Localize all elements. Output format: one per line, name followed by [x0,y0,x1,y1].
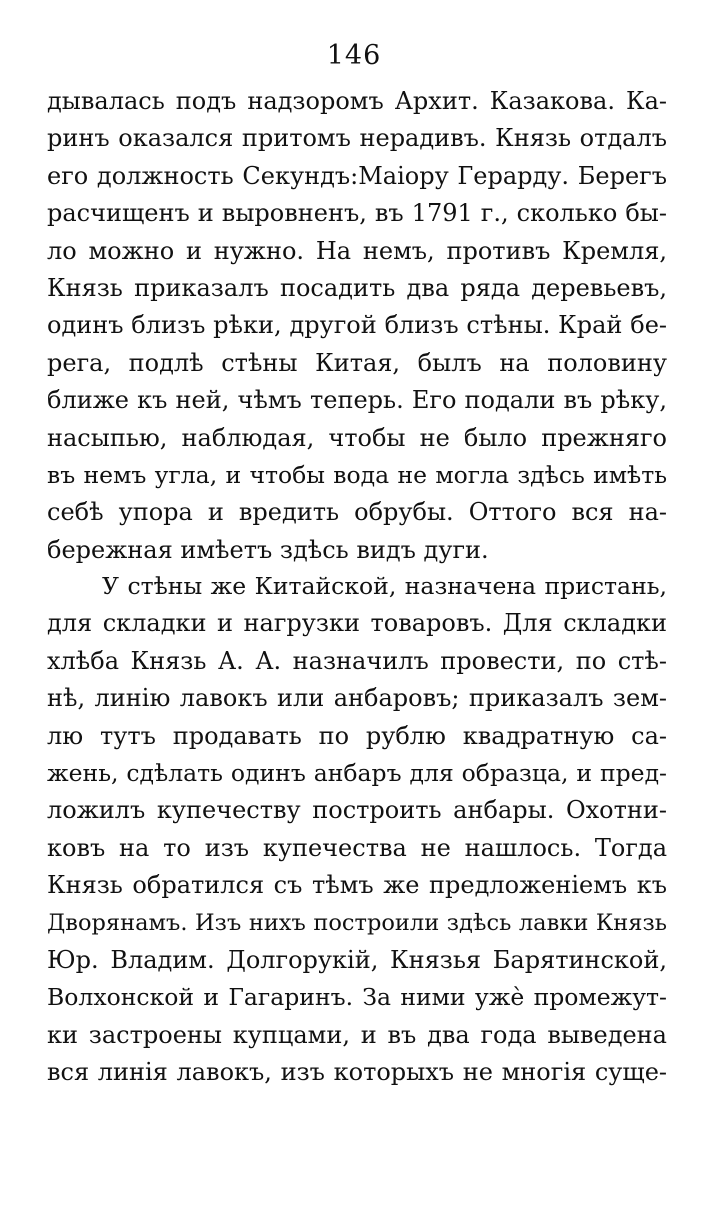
text-line: расчищенъ и выровненъ, въ 1791 г., сколько бы- [47,199,667,228]
text-line: ринъ оказался притомъ нерадивъ. Князь отдалъ [47,124,667,153]
text-line: хлѣба Князь А. А. назначилъ провести, по стѣ- [47,646,667,675]
text-line: себѣ упора и вредить обрубы. Оттого вся на- [47,498,667,527]
page-number: 146 [326,40,382,71]
text-line: ки застроены купцами, и въ два года выведена [47,1020,667,1049]
text-line: У стѣны же Китайской, назначена пристань, [102,572,667,600]
text-line: нѣ, линію лавокъ или анбаровъ; приказалъ зем- [47,684,667,713]
paragraph-1 [47,83,667,569]
text-line: Князь приказалъ посадить два ряда деревьевъ, [47,273,667,302]
text-line: насыпью, наблюдая, чтобы не было прежняго [47,423,667,452]
text-line: Дворянамъ. Изъ нихъ построили здѣсь лавки Князь [47,909,667,936]
text-line: для складки и нагрузки товаровъ. Для складки [47,609,667,638]
text-line: вся линія лавокъ, изъ которыхъ не многія суще- [47,1058,667,1087]
text-line: жень, сдѣлать одинъ анбаръ для образца, и пред- [47,758,667,787]
text-line: ковъ на то изъ купечества не нашлось. Тогда [47,833,667,862]
text-line: въ немъ угла, и чтобы вода не могла здѣсь имѣть [47,460,667,489]
text-line: Юр. Владим. Долгорукій, Князья Барятинской, [47,945,667,974]
text-line: Волхонской и Гагаринъ. За ними ужѐ промежут- [47,983,667,1012]
text-line: бережная имѣетъ здѣсь видъ дуги. [47,535,489,564]
text-line: ложилъ купечеству построить анбары. Охотни- [47,796,667,825]
text-line: одинъ близъ рѣки, другой близъ стѣны. Край бе- [47,311,667,340]
paragraph-2 [47,568,667,1091]
text-line: лю тутъ продавать по рублю квадратную са- [47,721,667,750]
text-line: рега, подлѣ стѣны Китая, былъ на половину [47,348,667,377]
text-line: дывалась подъ надзоромъ Архит. Казакова. Ка- [47,87,667,115]
text-line: ло можно и нужно. На немъ, противъ Кремля, [47,236,667,265]
text-line: Князь обратился съ тѣмъ же предложеніемъ къ [47,871,667,900]
text-line: его должность Секундъ:Маіору Герарду. Берегъ [47,161,667,190]
text-line: ближе къ ней, чѣмъ теперь. Его подали въ рѣку, [47,386,667,415]
